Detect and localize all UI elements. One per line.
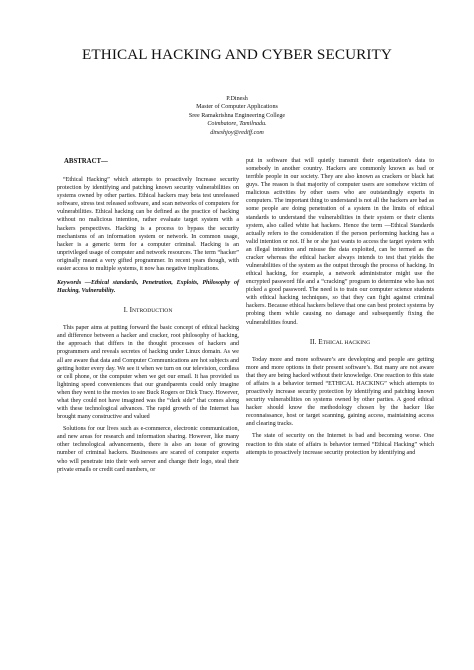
abstract-heading: ABSTRACT—	[64, 158, 108, 165]
ethical-paragraph-1: Today more and more software’s are developing and people are getting more and more options in their present software’s. But many are not aware that they are being hacked without their knowledge. One reaction to this state of affairs is a behavior termed “ETHICAL HACKING” which attempts to proactively increase security protection by identifying and patching known security vulnerabilities on systems owned by other parties. A good ethical hacker should know the methodology chosen by the hacker like reconnaissance, host or target scanning, gaining access, maintaining access and clearing tracks.	[246, 356, 434, 428]
intro-paragraph-1: This paper aims at putting forward the basic concept of ethical hacking and difference between a hacker and cracker, root philosophy of hacking, the approach that differs in the thought processes of hackers and programmers and reveals secretes of hacking under Linux domain. As we all are aware that data and Computer Communications are hot subjects and getting hotter every day. We see it when we turn on our television, cordless or cell phone, or the computer when we get our email. It has provided us lightning speed conveniences that our grandparents could only imagine when they went to the movies to see Buck Rogers or Dick Tracy. However, what they could not have imagined was the “dark side” that comes along with these technological advances. The rapid growth of the Internet has brought many constructive and valued	[57, 325, 239, 421]
intro-paragraph-continued: put in software that will quietly transmit their organization's data to somebody in another country. Hackers are commonly known as bad or terrible people in our society. They are also known as crackers or black hat guys. The reason is that majority of computer users are somehow victim of malicious activities by other users who are outstandingly experts in computers. The important thing to understand is not all the hackers are bad as some people are doing penetration of a system in the limits of ethical standards to understand the vulnerabilities in their system or their clients system, also called white hat hackers. Hence the term —Ethical Standards actually refers to the consideration if the person performing hacking has a valid intention or not. If he or she just wants to access the target system with an illegal intention and misuse the data exploited, can be termed as the cracker whereas the ethical hacker always intends to test that yields the vulnerabilities of the system as the output through the process of hacking. In ethical hacking, for example, a network administrator might use the encrypted password file and a “cracking” program to determine who has not picked a good password. The need is to train our computer science students with ethical hacking techniques, so that they can fight against criminal hackers. Because ethical hackers believe that one can best protect systems by probing them while causing no damage and subsequently fixing the vulnerabilities found.	[246, 158, 434, 326]
author-location: Coimbatore, Tamilnadu.	[207, 121, 267, 128]
keywords: Keywords —Ethical standards, Penetration, Exploits, Philosophy of Hacking, Vulnerability.	[57, 280, 239, 295]
section-title: THICAL HACKING	[322, 339, 371, 346]
abstract-text: “Ethical Hacking” which attempts to proactively Increase security protection by identifying and patching known security vulnerabilities on systems owned by other parties. Ethical hackers may beta test unreleased software, stress test released software, and scan networks of computers for vulnerabilities. Ethical hacking can be defined as the practice of hacking without no malicious intention, rather evaluate target system with a hackers perspectives. Hacking is a process to bypass the security mechanisms of an information system or network. In common usage, hacker is a generic term for a computer criminal. Hacking is an unprivileged usage of computer and network resources. The term “hacker” originally meant a very gifted programmer. In recent years though, with easier access to multiple systems, it now has negative implications.	[57, 177, 239, 272]
left-column	[57, 156, 239, 474]
author-block	[137, 95, 337, 137]
author-college: Sree Ramakrishna Engineering College	[188, 112, 286, 119]
right-column	[246, 157, 434, 457]
intro-paragraph-2: Solutions for our lives such as e-commerce, electronic communication, and new areas for research and information sharing. However, like many other technological advancements, there is also an issue of growing number of criminal hackers. Businesses are scared of computer experts who will penetrate into their web server and change their logo, steal their private emails or credit card numbers, or	[57, 426, 239, 473]
section-heading-introduction	[57, 306, 239, 315]
ethical-paragraph-2: The state of security on the Internet is bad and becoming worse. One reaction to this state of affairs is behavior termed “Ethical Hacking” which attempts to proactively increase security protection by identifying and	[246, 433, 434, 456]
section-numeral: I. I	[123, 306, 132, 315]
author-degree: Master of Computer Applications	[196, 104, 278, 111]
section-heading-ethical-hacking	[246, 338, 434, 347]
author-email: dineshjoy@rediff.com	[210, 129, 264, 136]
section-title: NTRODUCTION	[131, 308, 173, 315]
author-name: P.Dinesh	[226, 96, 248, 102]
paper-title: ETHICAL HACKING AND CYBER SECURITY	[82, 46, 392, 63]
section-numeral: II. E	[309, 337, 323, 346]
